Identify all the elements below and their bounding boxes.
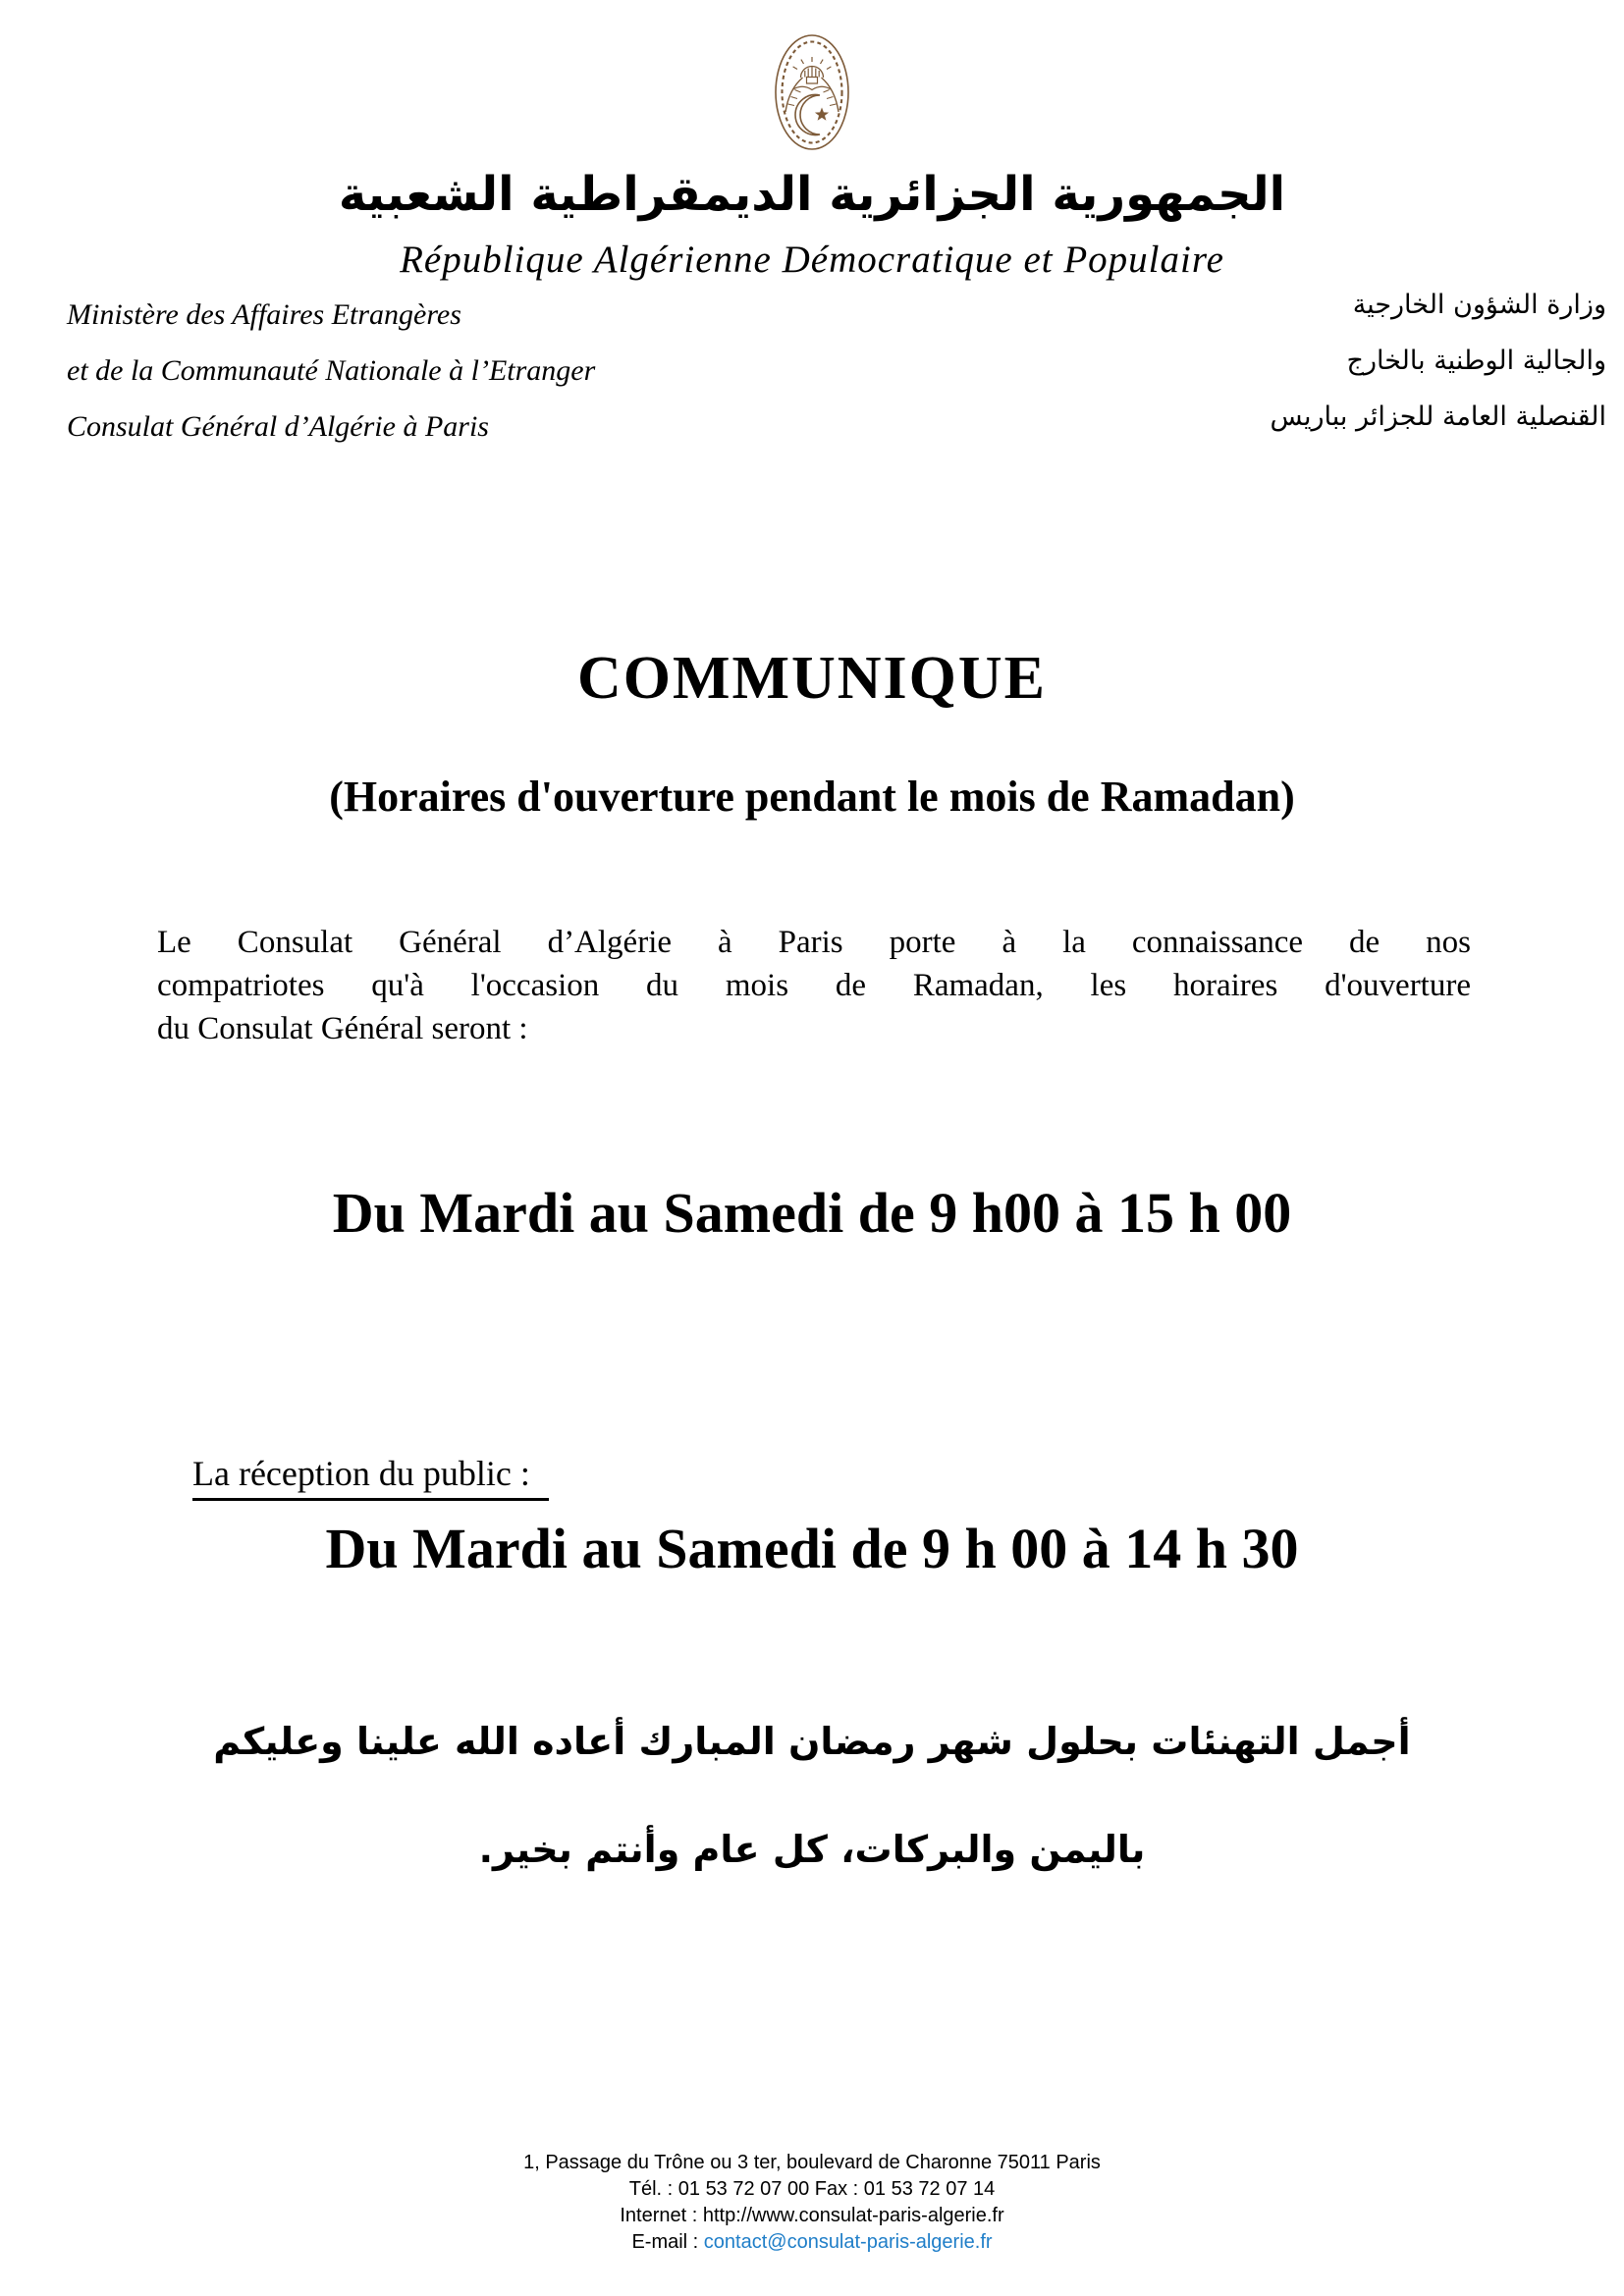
algeria-emblem-icon bbox=[774, 33, 850, 156]
communique-subtitle: (Horaires d'ouverture pendant le mois de Ramadan) bbox=[329, 773, 1295, 821]
arabic-ministry-line-1: وزارة الشؤون الخارجية bbox=[1352, 290, 1606, 320]
footer-address: 1, Passage du Trône ou 3 ter, boulevard de Charonne 75011 Paris bbox=[523, 2152, 1101, 2173]
arabic-state-title: الجمهورية الجزائرية الديمقراطية الشعبية bbox=[338, 167, 1286, 222]
arabic-greeting-line-2: باليمن والبركات، كل عام وأنتم بخير. bbox=[478, 1828, 1146, 1871]
email-link[interactable]: contact@consulat-paris-algerie.fr bbox=[703, 2231, 993, 2253]
intro-paragraph bbox=[157, 921, 1471, 1050]
arabic-ministry-line-2: والجالية الوطنية بالخارج bbox=[1346, 346, 1606, 376]
footer bbox=[0, 2150, 1624, 2256]
reception-label-text: La réception du public : bbox=[192, 1453, 549, 1501]
footer-internet: Internet : http://www.consulat-paris-algerie.fr bbox=[620, 2205, 1004, 2226]
paragraph-line-3: du Consulat Général seront : bbox=[157, 1011, 528, 1046]
arabic-ministry-block bbox=[1271, 277, 1606, 445]
footer-email-label: E-mail : bbox=[631, 2231, 704, 2253]
paragraph-line-2: compatriotes qu'à l'occasion du mois de Ramadan, les horaires d'ouverture bbox=[157, 968, 1471, 1003]
general-opening-hours: Du Mardi au Samedi de 9 h00 à 15 h 00 bbox=[332, 1181, 1292, 1245]
ministry-line-2: et de la Communauté Nationale à l’Etranger bbox=[67, 354, 596, 387]
french-state-title: République Algérienne Démocratique et Populaire bbox=[400, 239, 1224, 281]
arabic-ministry-line-3: القنصلية العامة للجزائر بباريس bbox=[1270, 401, 1606, 432]
paragraph-line-1: Le Consulat Général d’Algérie à Paris porte à la connaissance de nos bbox=[157, 925, 1471, 960]
footer-phone-fax: Tél. : 01 53 72 07 00 Fax : 01 53 72 07 14 bbox=[628, 2178, 996, 2200]
communique-title: COMMUNIQUE bbox=[576, 645, 1048, 712]
ministry-line-1: Ministère des Affaires Etrangères bbox=[67, 298, 461, 331]
footer-email-line bbox=[0, 2229, 1624, 2256]
ministry-block bbox=[67, 287, 595, 454]
reception-opening-hours: Du Mardi au Samedi de 9 h 00 à 14 h 30 bbox=[325, 1517, 1299, 1580]
arabic-greeting-line-1: أجمل التهنئات بحلول شهر رمضان المبارك أعاده الله علينا وعليكم bbox=[213, 1720, 1411, 1763]
ministry-line-3: Consulat Général d’Algérie à Paris bbox=[67, 410, 489, 443]
